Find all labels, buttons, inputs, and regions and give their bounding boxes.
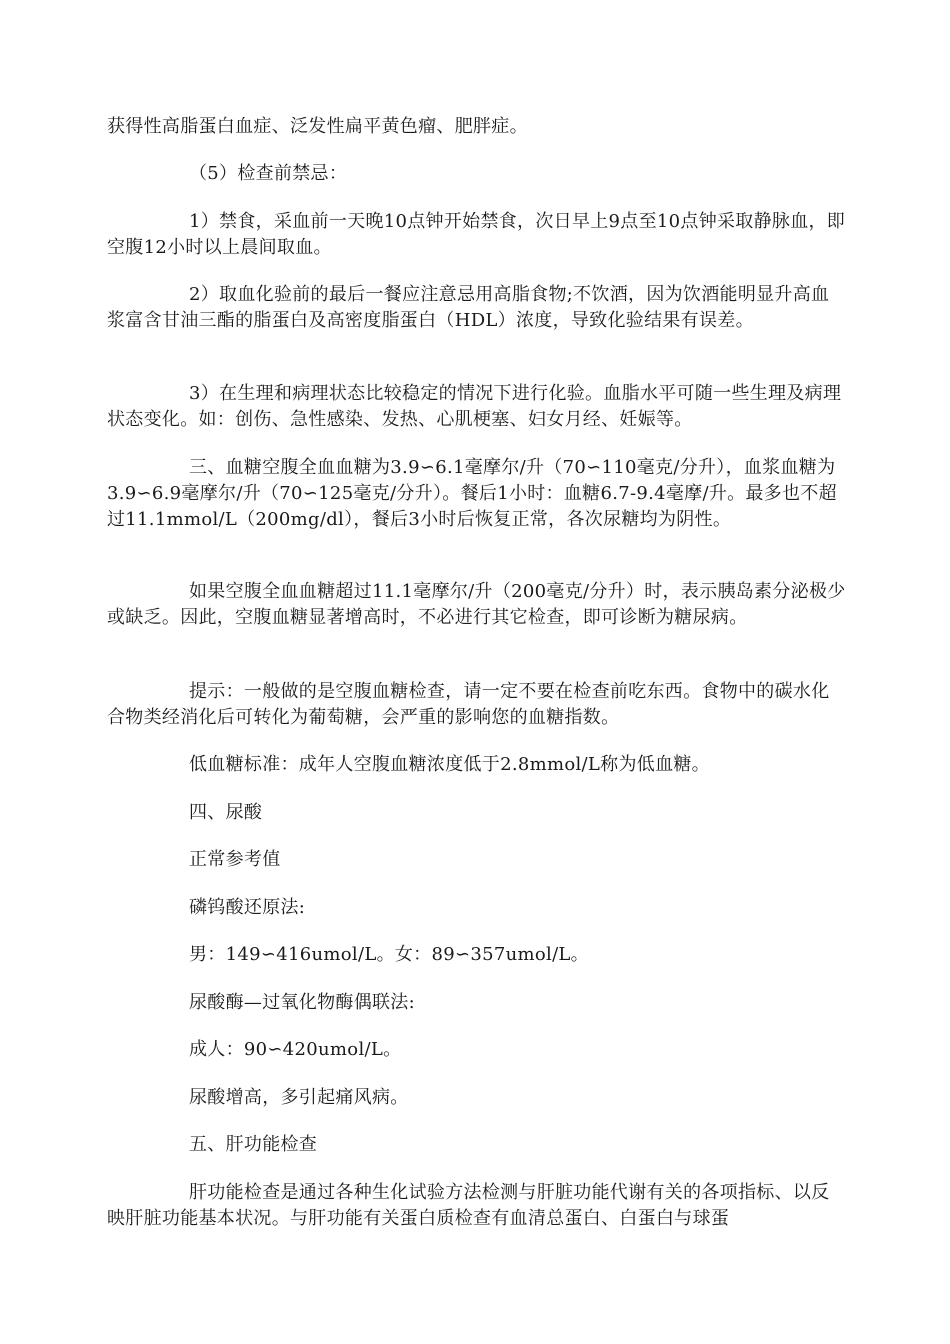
paragraph-diabetes-diagnosis: 如果空腹全血血糖超过11.1毫摩尔/升（200毫克/分升）时，表示胰岛素分泌极少或缺乏。因此，空腹血糖显著增高时，不必进行其它检查，即可诊断为糖尿病。 [107,581,846,628]
paragraph-hyperlipidemia-continued: 获得性高脂蛋白血症、泛发性扁平黄色瘤、肥胖症。 [107,116,528,137]
value-male-female-range: 男：149∽416umol/L。女：89∽357umol/L。 [189,944,589,965]
paragraph-gout-note: 尿酸增高，多引起痛风病。 [189,1087,409,1108]
paragraph-tip: 提示：一般做的是空腹血糖检查，请一定不要在检查前吃东西。食物中的碳水化合物类经消化后可转化为葡萄糖，会严重的影响您的血糖指数。 [107,681,830,728]
paragraph-hypoglycemia-standard: 低血糖标准：成年人空腹血糖浓度低于2.8mmol/L称为低血糖。 [189,754,710,775]
label-phosphotungstic-method: 磷钨酸还原法: [189,897,306,918]
paragraph-last-meal: 2）取血化验前的最后一餐应注意忌用高脂食物;不饮酒，因为饮酒能明显升高血浆富含甘油三酯的脂蛋白及高密度脂蛋白（HDL）浓度，导致化验结果有误差。 [107,284,830,331]
paragraph-stable-state: 3）在生理和病理状态比较稳定的情况下进行化验。血脂水平可随一些生理及病理状态变化。如：创伤、急性感染、发热、心肌梗塞、妇女月经、妊娠等。 [107,383,842,430]
heading-liver-function: 五、肝功能检查 [189,1134,318,1155]
paragraph-blood-sugar: 三、血糖空腹全血血糖为3.9∽6.1毫摩尔/升（70∽110毫克/分升），血浆血糖为3.9∽6.9毫摩尔/升（70∽125毫克/分升）。餐后1小时：血糖6.7-9.4毫摩/升。最多也不超过11.1mmol/L（200mg/dl），餐后3小时后恢复正常，各次尿糖均为阴性。 [107,457,837,530]
value-adult-range: 成人：90∽420umol/L。 [189,1039,402,1060]
label-uricase-method: 尿酸酶—过氧化物酶偶联法: [189,992,415,1013]
heading-uric-acid: 四、尿酸 [189,802,263,823]
heading-pre-test-restrictions: （5）检查前禁忌： [189,163,348,184]
paragraph-liver-function-intro: 肝功能检查是通过各种生化试验方法检测与肝脏功能代谢有关的各项指标、以反映肝脏功能基本状况。与肝功能有关蛋白质检查有血清总蛋白、白蛋白与球蛋 [107,1182,830,1229]
paragraph-fasting: 1）禁食，采血前一天晚10点钟开始禁食，次日早上9点至10点钟采取静脉血，即空腹12小时以上晨间取血。 [107,211,846,258]
label-normal-reference: 正常参考值 [189,849,281,870]
